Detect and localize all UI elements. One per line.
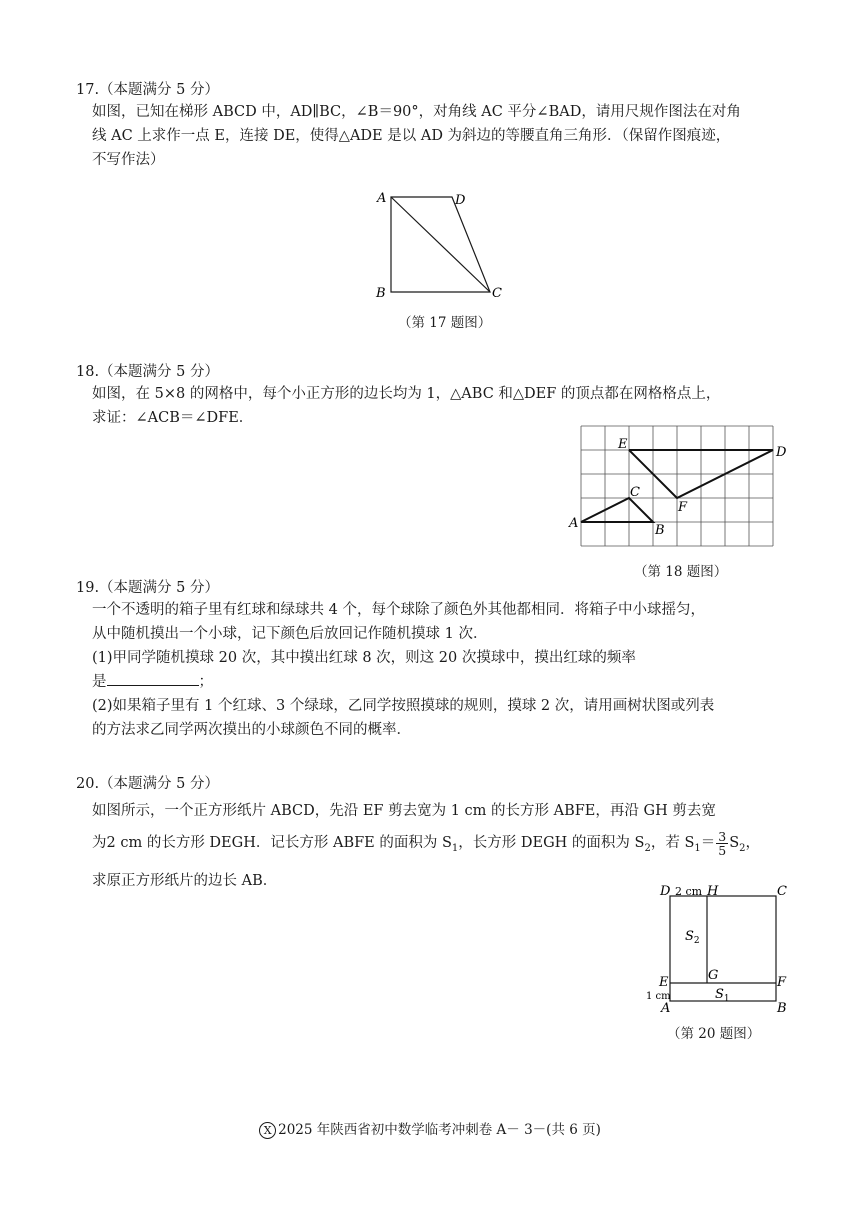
footer-text: 2025 年陕西省初中数学临考冲刺卷 A－ 3－(共 6 页) — [278, 1122, 601, 1138]
q20-label-h: H — [707, 884, 719, 899]
q19-line5: (2)如果箱子里有 1 个红球、3 个绿球，乙同学按照摸球的规则，摸球 2 次，请用画树状图或列表 — [92, 698, 715, 714]
q19-heading: 19.（本题满分 5 分） — [76, 580, 220, 596]
q19-line4-post: ； — [198, 674, 213, 690]
footer-circle-mark: X — [259, 1122, 276, 1139]
q20-label-c: C — [777, 884, 787, 899]
q20-label-1cm: 1 cm — [646, 991, 671, 1002]
q18-caption: （第 18 题图） — [634, 564, 728, 580]
q20-sub-1a: 1 — [451, 842, 459, 854]
q19-body — [92, 598, 792, 742]
q17-line2: 线 AC 上求作一点 E，连接 DE，使得△ADE 是以 AD 为斜边的等腰直角三角形．（保留作图痕迹， — [92, 128, 731, 144]
q20-label-s2-sub: 2 — [693, 936, 700, 946]
q20-line2-d: ＝ — [700, 835, 716, 851]
q20-label-b: B — [777, 1001, 787, 1016]
page-footer — [0, 1118, 860, 1139]
q19-line1: 一个不透明的箱子里有红球和绿球共 4 个，每个球除了颜色外其他都相同．将箱子中小球摇匀， — [92, 602, 705, 618]
q20-label-e: E — [659, 975, 669, 990]
q20-line2 — [92, 827, 792, 865]
q17-label-d: D — [455, 193, 466, 208]
q17-figure — [360, 185, 520, 310]
q20-frac-num: 3 — [718, 828, 727, 844]
q20-label-s2 — [685, 929, 700, 946]
q18-figure — [566, 418, 796, 558]
q18-line2: 求证：∠ACB＝∠DFE． — [92, 410, 254, 426]
q20-frac-den: 5 — [718, 842, 727, 858]
q18-label-a: A — [569, 516, 579, 531]
q20-sub-1b: 1 — [694, 842, 701, 854]
q20-label-g: G — [708, 968, 719, 983]
q18-label-d: D — [776, 445, 787, 460]
q18-label-c: C — [630, 485, 640, 500]
q18-line1: 如图，在 5×8 的网格中，每个小正方形的边长均为 1，△ABC 和△DEF 的顶点都在网格格点上， — [92, 386, 721, 402]
q20-fraction — [716, 830, 728, 857]
q18-grid — [581, 426, 773, 546]
q18-label-b: B — [655, 523, 665, 538]
q20-line2-a: 为2 cm 的长方形 DEGH．记长方形 ABFE 的面积为 S — [92, 835, 452, 851]
q17-label-a: A — [377, 191, 387, 206]
q19-line2: 从中随机摸出一个小球，记下颜色后放回记作随机摸球 1 次． — [92, 626, 488, 642]
q20-label-s1 — [715, 987, 730, 1004]
q17-line3: 不写作法） — [92, 152, 165, 168]
q19-line4 — [92, 670, 792, 694]
q20-figure — [640, 878, 800, 1018]
q18-triangle-abc — [581, 498, 653, 522]
q18-heading: 18.（本题满分 5 分） — [76, 364, 220, 380]
q20-label-s1-sub: 1 — [723, 994, 730, 1004]
q17-body — [92, 100, 792, 172]
q19-line3: (1)甲同学随机摸球 20 次，其中摸出红球 8 次，则这 20 次摸球中，摸出红球的频率 — [92, 650, 636, 666]
q19-line4-pre: 是 — [92, 674, 107, 690]
q17-label-b: B — [376, 286, 386, 301]
q20-line2-e: S — [729, 835, 740, 851]
q18-label-f: F — [678, 500, 688, 515]
q17-heading: 17.（本题满分 5 分） — [76, 82, 220, 98]
q17-line1: 如图，已知在梯形 ABCD 中，AD∥BC，∠B＝90°，对角线 AC 平分∠BAD，请用尺规作图法在对角 — [92, 104, 741, 120]
q20-sub-2a: 2 — [644, 842, 651, 854]
q19-answer-blank[interactable] — [107, 671, 199, 686]
q20-label-s2-letter: S — [685, 929, 694, 944]
q17-label-c: C — [492, 286, 502, 301]
q19-line6: 的方法求乙同学两次摸出的小球颜色不同的概率． — [92, 722, 411, 738]
q20-line2-c: ，若 S — [650, 835, 695, 851]
q20-label-a: A — [661, 1001, 671, 1016]
q20-label-2cm: 2 cm — [675, 885, 703, 898]
q20-line2-b: ，长方形 DEGH 的面积为 S — [458, 835, 645, 851]
q17-caption: （第 17 题图） — [398, 315, 492, 331]
q20-line1: 如图所示，一个正方形纸片 ABCD，先沿 EF 剪去宽为 1 cm 的长方形 ABFE，再沿 GH 剪去宽 — [92, 803, 716, 819]
q20-label-s1-letter: S — [715, 987, 724, 1002]
q18-label-e: E — [618, 437, 628, 452]
q20-sub-2b: 2 — [739, 842, 746, 854]
q20-label-f: F — [777, 975, 787, 990]
q20-line3: 求原正方形纸片的边长 AB． — [92, 872, 278, 889]
q20-heading: 20.（本题满分 5 分） — [76, 776, 220, 792]
q20-line2-f: ， — [745, 835, 761, 851]
q20-label-d: D — [660, 884, 671, 899]
q20-caption: （第 20 题图） — [667, 1026, 761, 1042]
